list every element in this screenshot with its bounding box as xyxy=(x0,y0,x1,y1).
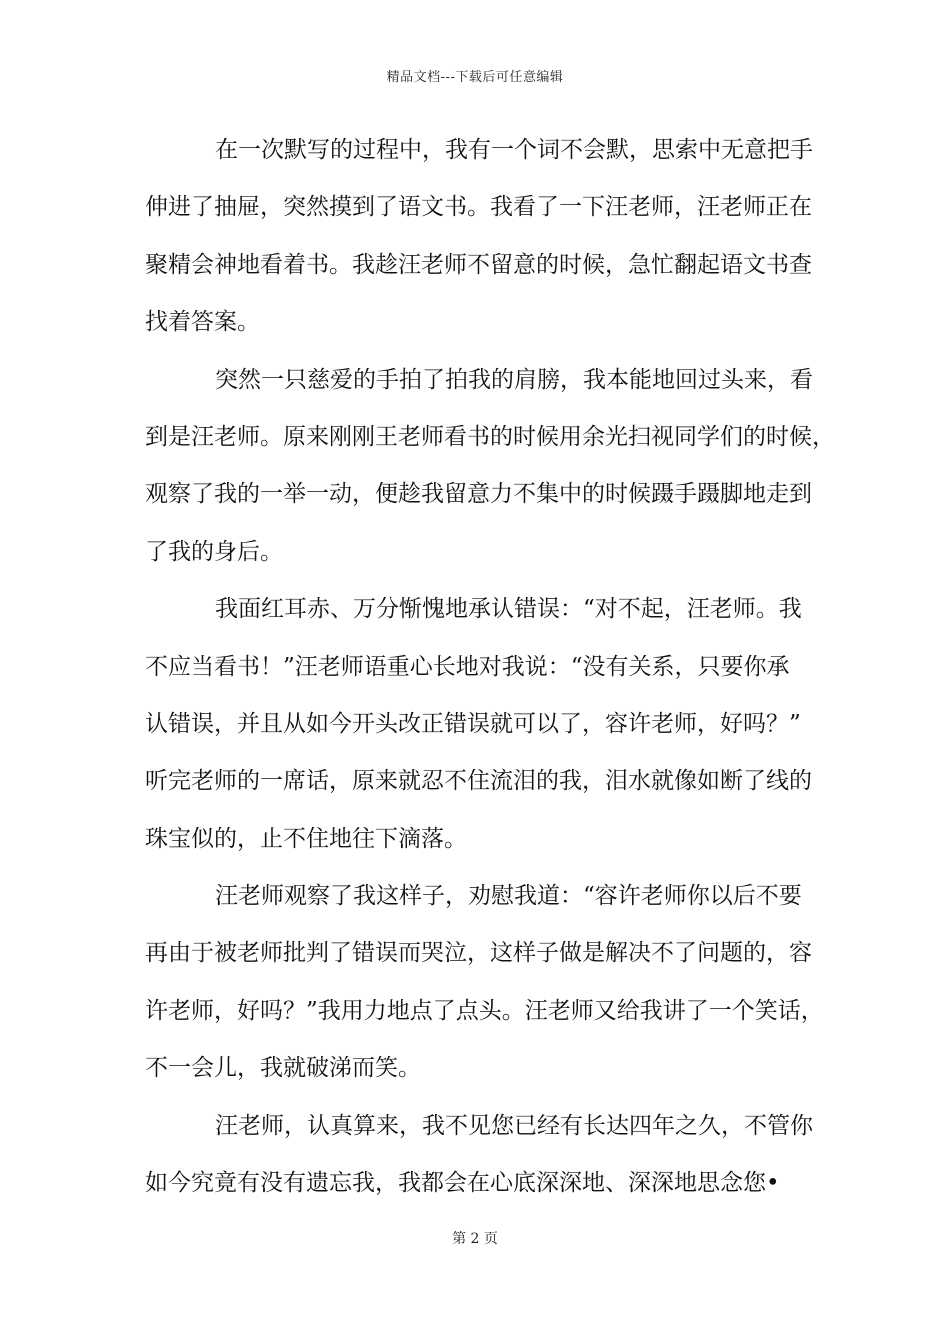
text-line: 听完老师的一席话，原来就忍不住流泪的我，泪水就像如断了线的 xyxy=(145,768,812,795)
text-line: 汪老师观察了我这样子，劝慰我道：“容许老师你以后不要 xyxy=(215,883,802,910)
text-line: 找着答案。 xyxy=(145,309,260,336)
text-line: 伸进了抽屉，突然摸到了语文书。我看了一下汪老师，汪老师正在 xyxy=(145,194,812,221)
text-line: 许老师，好吗？”我用力地点了点头。汪老师又给我讲了一个笑话， xyxy=(145,997,824,1024)
text-line: 汪老师，认真算来，我不见您已经有长达四年之久，不管你 xyxy=(215,1112,813,1139)
text-line: 我面红耳赤、万分惭愧地承认错误：“对不起，汪老师。我 xyxy=(215,596,802,623)
page-header: 精品文档---下载后可任意编辑 xyxy=(386,70,564,85)
document-body xyxy=(145,122,835,1212)
text-line: 不应当看书！”汪老师语重心长地对我说：“没有关系，只要你承 xyxy=(145,653,790,680)
text-line: 认错误，并且从如今开头改正错误就可以了，容许老师，好吗？” xyxy=(145,710,801,737)
paragraph-3 xyxy=(145,581,810,868)
text-line: 到是汪老师。原来刚刚王老师看书的时候用余光扫视同学们的时候， xyxy=(145,423,835,450)
text-line: 突然一只慈爱的手拍了拍我的肩膀，我本能地回过头来，看 xyxy=(215,366,813,393)
text-line: 如今究竟有没有遗忘我，我都会在心底深深地、深深地思念您• xyxy=(145,1170,780,1197)
text-line: 观察了我的一举一动，便趁我留意力不集中的时候蹑手蹑脚地走到 xyxy=(145,481,812,508)
paragraph-5 xyxy=(145,1098,813,1213)
text-line: 不一会儿，我就破涕而笑。 xyxy=(145,1055,421,1082)
text-line: 聚精会神地看着书。我趁汪老师不留意的时候，急忙翻起语文书查 xyxy=(145,251,812,278)
text-line: 再由于被老师批判了错误而哭泣，这样子做是解决不了问题的，容 xyxy=(145,940,812,967)
text-line: 了我的身后。 xyxy=(145,538,283,565)
page-number: 第 2 页 xyxy=(452,1231,498,1247)
paragraph-4 xyxy=(145,868,824,1098)
text-line: 珠宝似的，止不住地往下滴落。 xyxy=(145,825,467,852)
text-line: 在一次默写的过程中，我有一个词不会默，思索中无意把手 xyxy=(215,137,813,163)
paragraph-2 xyxy=(145,352,835,582)
paragraph-1 xyxy=(145,122,813,352)
